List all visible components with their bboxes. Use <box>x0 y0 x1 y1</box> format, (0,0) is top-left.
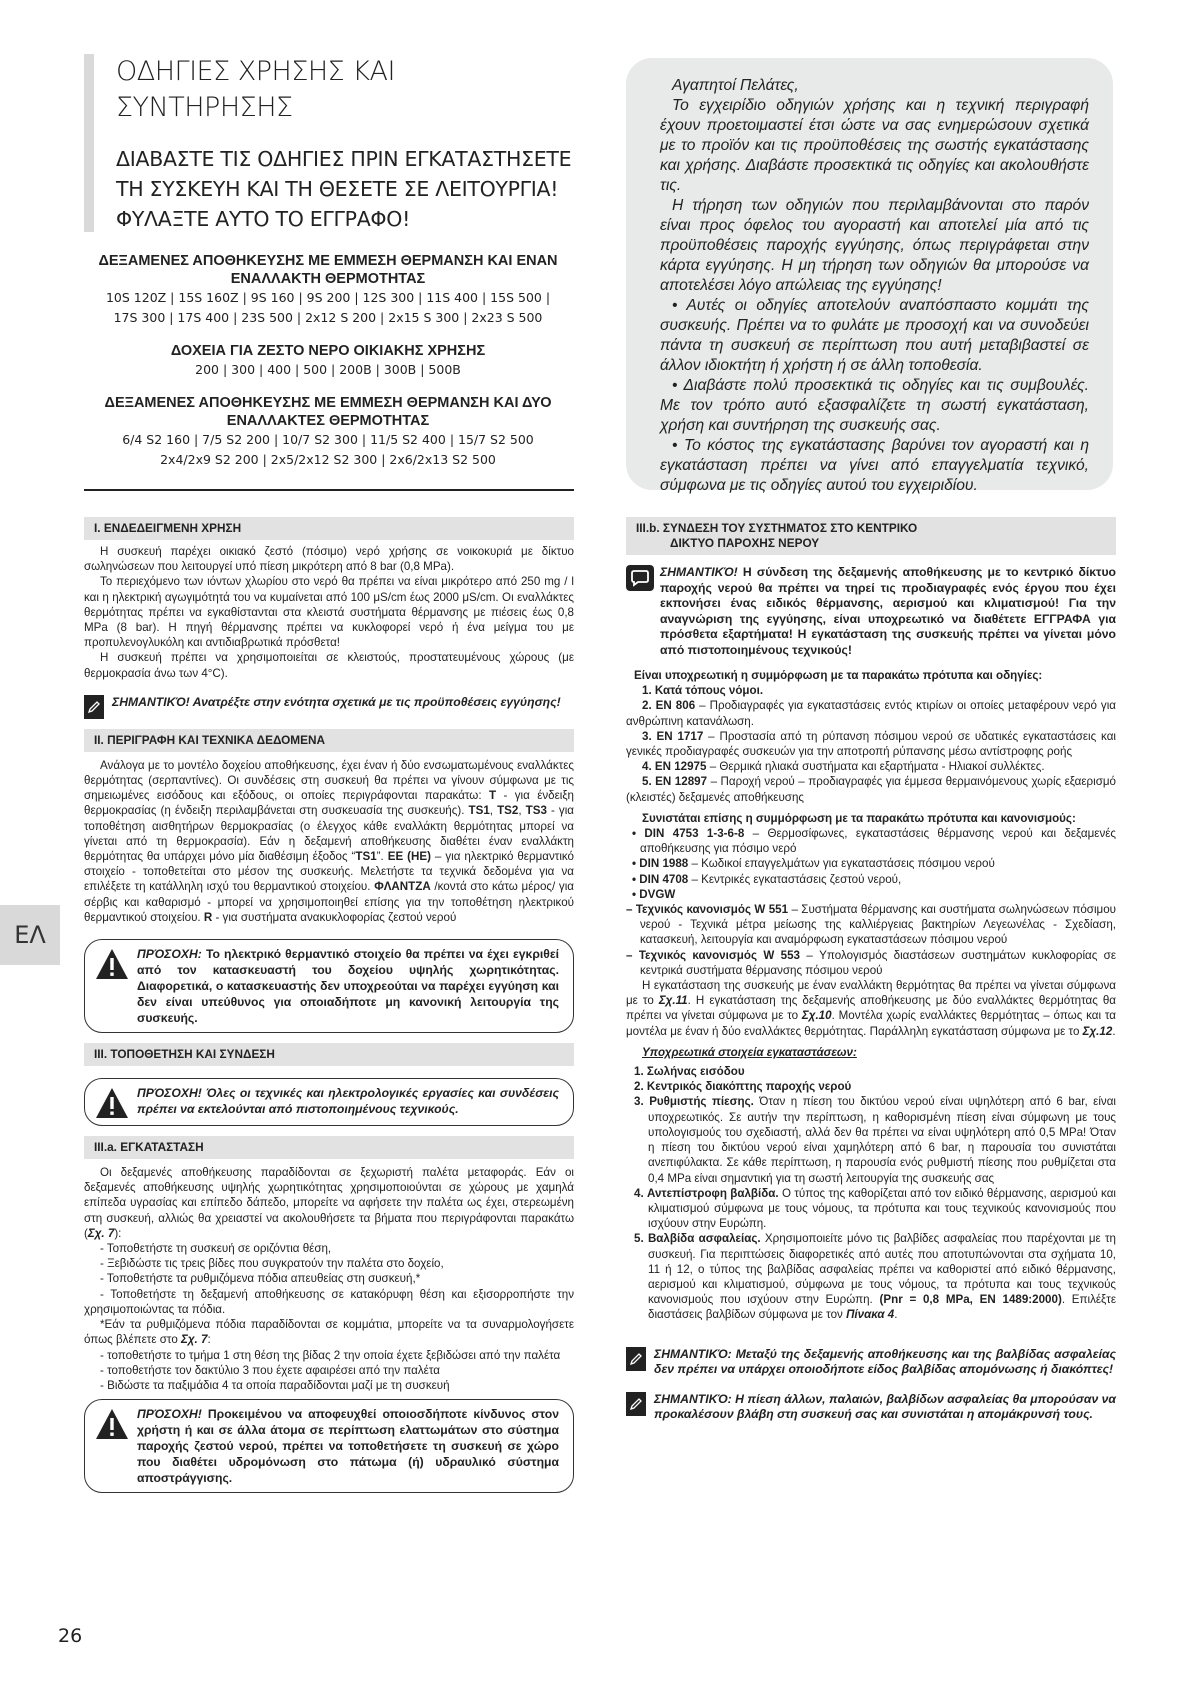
left-column <box>84 517 574 1503</box>
valve-spec: (Pnr = 0,8 MPa, EN 1489:2000) <box>879 1293 1062 1307</box>
standard-desc: – Κωδικοί επαγγελμάτων για εγκαταστάσεις πόσιμου νερού <box>688 857 995 871</box>
text: ”. <box>376 850 388 864</box>
paragraph: Η συσκευή πρέπει να χρησιμοποιείται σε κλειστούς, προστατευμένους χώρους (με θερμοκρασία άνω των 4°C). <box>84 651 574 680</box>
intro-paragraph: Η τήρηση των οδηγιών που περιλαμβάνονται στο παρόν είναι προς όφελος του αγοραστή και αποτελεί μία από τις προϋποθέσεις παροχής εγγύησης, όπως περιγράφεται στην κάρτα εγγύησης. Η μη τήρηση των οδηγιών θα μπορούσε να αποτελέσει λόγο απώλειας της εγγύησης! <box>660 197 1089 294</box>
document-title-line2: ΣΥΝΤΗΡΗΣΗΣ <box>116 92 293 123</box>
item-number: 2. <box>634 1080 644 1094</box>
standard-item <box>626 698 1116 728</box>
recommended-item <box>626 826 1116 856</box>
intro-paragraph: • Το κόστος της εγκατάστασης βαρύνει τον αγοραστή και η εγκατάσταση πρέπει να γίνει από επαγγελματία τεχνικό, σύμφωνα με τις οδηγίες αυτού του εγχειριδίου. <box>660 437 1089 494</box>
standard-item <box>626 683 1116 698</box>
warning-text: ΠΡΌΣΟΧΗ! Όλες οι τεχνικές και ηλεκτρολογικές εργασίες και συνδέσεις πρέπει να εκτελούνται από πιστοποιημένους τεχνικούς. <box>137 1086 559 1117</box>
right-column <box>626 517 1116 1433</box>
paragraph: Το περιεχόμενο των ιόντων χλωρίου στο νερό θα πρέπει να είναι μικρότερο από 250 mg / l και η ηλεκτρική αγωγιμότητά του να κυμαίνεται από 100 μS/cm έως 2000 μS/cm. Οι εναλλάκτες θερμότητας πρέπει να εγκαθίστανται στα κλειστά συστήματα θέρμανσης με πιέσεις έως 0,8 MPa (8 bar). Η πηγή θέρμανσης πρέπει να κυκλοφορεί νερό ή ένα μείγμα του με προπυλενογλυκόλη και αντιδιαβρωτικά πρόσθετα! <box>84 575 574 650</box>
step: - Τοποθετήστε τα ρυθμιζόμενα πόδια απευθείας στη συσκευή,* <box>100 1272 421 1286</box>
standard-code: • DIN 4753 1-3-6-8 <box>632 827 745 841</box>
standard-desc: – Προδιαγραφές για εγκαταστάσεις εντός κτιρίων οι οποίες μεταφέρουν νερό για ανθρώπινη κατανάλωση. <box>626 699 1116 728</box>
document-title-line1: ΟΔΗΓΙΕΣ ΧΡΗΣΗΣ ΚΑΙ <box>116 56 395 87</box>
intro-greeting: Αγαπητοί Πελάτες, <box>672 77 799 94</box>
model-group <box>78 342 578 380</box>
item-label: Αντεπίστροφη βαλβίδα. <box>647 1186 779 1200</box>
warning-box <box>84 1399 574 1493</box>
item-number: 4. <box>634 1186 644 1200</box>
important-note-text: ΣΗΜΑΝΤΙΚΌ! Ανατρέξτε στην ενότητα σχετικά με τις προϋποθέσεις εγγύησης! <box>112 694 561 709</box>
item-number: 3. <box>634 1095 644 1109</box>
paragraph-description: Ανάλογα με το μοντέλο δοχείου αποθήκευσης, έχει έναν ή δύο ενσωματωμένους εναλλάκτες θερμότητας (σερπαντίνες). Οι συνδέσεις στη συσκευή θα πρέπει να γίνουν σύμφωνα με τις σημειωμένες εισόδους και εξόδους, οι οποίες περιγράφονται παρακάτω: T - για ένδειξη θερμοκρασίας (η ένδειξη περιλαμβάνεται στη συσκευασία της συσκευής). TS1, TS2, TS3 - για τοποθέτηση αισθητήρων θερμοκρασίας (ο έλεγχος κάθε εναλλάκτη θερμότητας μπορεί να γίνεται από τη θερμοκρασία). Εάν η δεξαμενή αποθήκευσης διαθέτει έναν εναλλάκτη θερμότητας θα υπάρχει μόνο μία διαθέσιμη έξοδος “TS1”. EE (HE) – για ηλεκτρικό θερμαντικό στοιχείο - τοποθετείται στο μέσον της συσκευής. Μελετήστε τα τεχνικά δεδομένα για να επιλέξετε τη κατάλληλη ισχύ του θερμαντικού στοιχείου. ΦΛΑΝΤΖΑ /κοντά στο κάτω μέρος/ για σέρβις και καθαρισμό - μπορεί να χρησιμοποιηθεί επίσης για την τοποθέτηση ηλεκτρικού θερμαντικού στοιχείου. R - για συστήματα ανακυκλοφορίας ζεστού νερού <box>84 758 575 924</box>
text: *Εάν τα ρυθμιζόμενα πόδια παραδίδονται σε κομμάτια, μπορείτε να τα συναρμολογήσετε όπως βλέπετε στο <box>84 1318 574 1347</box>
pencil-icon <box>626 1392 646 1416</box>
item-desc: Ο τύπος της καθορίζεται από τον ειδικό θέρμανσης, αερισμού και κλιματισμού σύμφωνα με τους νόμους, τα πρότυπα και τους τεχνικούς κανονισμούς που ισχύουν στην Ευρώπη. <box>648 1186 1116 1231</box>
language-tab: ΕΛ <box>0 905 60 965</box>
standard-code: • DIN 4708 <box>632 872 689 886</box>
speech-bubble-icon <box>626 565 654 591</box>
standard-desc: – Προστασία από τη ρύπανση πόσιμου νερού σε υδατικές εγκαταστάσεις και γενικές προδιαγραφές συσκευών για την αποτροπή ρύπανσης μέσω αντίστροφης ροής <box>626 729 1116 759</box>
section-heading-installation-connection: III. ΤΟΠΟΘΕΤΗΣΗ ΚΑΙ ΣΥΝΔΕΣΗ <box>84 1043 574 1066</box>
required-item <box>626 1186 1116 1232</box>
model-group-title: ΔΟΧΕΙΑ ΓΙΑ ΖΕΣΤΟ ΝΕΡΟ ΟΙΚΙΑΚΗΣ ΧΡΗΣΗΣ <box>170 343 486 359</box>
standard-code: 2. EN 806 <box>642 699 696 713</box>
substep: - τοποθετήστε τον δακτύλιο 3 που έχετε αφαιρέσει από την παλέτα <box>100 1363 440 1377</box>
model-group-items: 6/4 S2 160 | 7/5 S2 200 | 10/7 S2 300 | 11/5 S2 400 | 15/7 S2 500 <box>122 432 534 447</box>
important-note-text: ΣΗΜΑΝΤΙΚΌ: Μεταξύ της δεξαμενής αποθήκευσης και της βαλβίδας ασφαλείας δεν πρέπει να υπάρχει οποιοδήποτε είδος βαλβίδας απομόνωσης ή διακόπτες! <box>654 1346 1116 1377</box>
item-desc: Χρησιμοποιείτε μόνο τις βαλβίδες ασφαλείας που παρέχονται με τη συσκευή. Για περιπτώσεις διαφορετικές από αυτές που αποτυπώνονται στα σχήματα 10, 11 ή 12, ο τύπος της βαλβίδας ασφαλείας πρέπει να καθοριστεί από ειδικό θέρμανσης, αερισμού και κλιματισμού, σύμφωνα με τους νόμους, τα πρότυπα και τους τεχνικούς κανονισμούς που ισχύουν στην Ευρώπη. <box>648 1232 1116 1307</box>
text: - για τοποθέτηση αισθητήρων θερμοκρασίας (ο έλεγχος κάθε εναλλάκτη θερμότητας μπορεί να γίνεται από τη θερμοκρασία). Εάν η δεξαμενή αποθήκευσης διαθέτει έναν εναλλάκτη θερμότητας θα υπάρχει μόνο μία διαθέσιμη έξοδος “ <box>84 804 574 864</box>
warning-box <box>84 939 574 1033</box>
model-group <box>78 394 578 470</box>
warning-text <box>137 1406 559 1486</box>
required-item <box>626 1079 1116 1094</box>
figure-ref: Σχ.11 <box>658 994 688 1008</box>
warning-lead: ΠΡΌΣΟΧΗ! <box>137 1407 202 1422</box>
text: . Επιλέξτε διαστάσεις βαλβίδων σύμφωνα με τον <box>648 1293 1116 1322</box>
model-list <box>78 252 578 484</box>
step: - Τοποθετήστε τη συσκευή σε οριζόντια θέση, <box>100 1242 332 1256</box>
step: - Ξεβιδώστε τις τρεις βίδες που συγκρατούν την παλέτα στο δοχείο, <box>100 1257 444 1271</box>
model-group-items: 200 | 300 | 400 | 500 | 200B | 300B | 500B <box>195 362 461 377</box>
item-label: Ρυθμιστής πίεσης. <box>649 1095 754 1109</box>
important-note-text <box>660 565 1116 658</box>
pencil-icon <box>84 695 104 719</box>
text: . Μοντέλα χωρίς εναλλάκτες θερμότητας – όπως και τα μοντέλα με έναν ή δύο εναλλάκτες θερμότητας. Παράλληλη εγκατάσταση σύμφωνα με το <box>626 1009 1116 1038</box>
standard-code: – Τεχνικός κανονισμός W 553 <box>626 948 800 962</box>
standard-desc: – Θερμοσίφωνες, εγκαταστάσεις θέρμανσης νερού και δεξαμενές αποθήκευσης για πόσιμο νερό <box>640 827 1117 856</box>
warning-icon <box>95 1408 129 1440</box>
required-item <box>626 1094 1116 1185</box>
label-flange: ΦΛΑΝΤΖΑ <box>374 880 431 894</box>
installation-paragraph <box>626 978 1116 1039</box>
text: Οι δεξαμενές αποθήκευσης παραδίδονται σε ξεχωριστή παλέτα μεταφοράς. Εάν οι δεξαμενές αποθήκευσης υψηλής χωρητικότητας χρησιμοποιούνται σε χώρους με χαμηλά επίπεδα υγρασίας και επίπεδο δάπεδο, μπορείτε να αφήσετε την παλέτα ως έχει, στερεωμένη στη συσκευή, αλλιώς θα χρειαστεί να ακολουθήσετε τα βήματα που περιγράφονται παρακάτω ( <box>84 1166 574 1240</box>
standard-desc: – Υπολογισμός διαστάσεων συστημάτων κυκλοφορίας σε κεντρικά συστήματα θέρμανσης πόσιμου νερού <box>640 948 1117 977</box>
label-EE: EE (HE) <box>387 850 431 864</box>
model-group-title: ΕΝΑΛΛΑΚΤΗ ΘΕΡΜΟΤΗΤΑΣ <box>230 271 426 287</box>
text: – για ηλεκτρικό θερμαντικό στοιχείο - τοποθετείται στο μέσον της συσκευής. Μελετήστε τα τεχνικά δεδομένα για να επιλέξετε τη κατάλληλη ισχύ του θερμαντικού στοιχείου. <box>84 850 575 894</box>
text: - για συστήματα ανακυκλοφορίας ζεστού νερού <box>212 910 457 924</box>
standard-desc: – Θερμικά ηλιακά συστήματα και εξαρτήματα - Ηλιακοί συλλέκτες. <box>706 760 1045 774</box>
mandatory-standards-intro: Είναι υποχρεωτική η συμμόρφωση με τα παρακάτω πρότυπα και οδηγίες: <box>634 669 1043 682</box>
paragraph: Η συσκευή παρέχει οικιακό ζεστό (πόσιμο) νερό χρήσης σε νοικοκυριά με δίκτυο σωληνώσεων που λειτουργεί υπό πίεση μικρότερη από 8 bar (0,8 MPa). <box>84 545 574 574</box>
section-heading-description: II. ΠΕΡΙΓΡΑΦΗ ΚΑΙ ΤΕΧΝΙΚΑ ΔΕΔΟΜΕΝΑ <box>84 729 574 752</box>
table-ref: Πίνακα 4 <box>846 1308 895 1322</box>
label-R: R <box>203 910 213 924</box>
model-group-items: 2x4/2x9 S2 200 | 2x5/2x12 S2 300 | 2x6/2x13 S2 500 <box>160 452 496 467</box>
model-group-items: 17S 300 | 17S 400 | 23S 500 | 2x12 S 200 | 2x15 S 300 | 2x23 S 500 <box>113 310 543 325</box>
important-note-text: ΣΗΜΑΝΤΙΚΌ: Η πίεση άλλων, παλαιών, βαλβίδων ασφαλείας θα μπορούσαν να προκαλέσουν βλάβη στη συσκευή σας και συνιστάται η απομάκρυνσή τους. <box>654 1391 1116 1422</box>
document-subtitle-line2: ΤΗ ΣΥΣΚΕΥΗ ΚΑΙ ΤΗ ΘΕΣΕΤΕ ΣΕ ΛΕΙΤΟΥΡΓΙΑ! <box>116 177 559 201</box>
required-elements-title <box>626 1045 1116 1060</box>
recommended-item <box>626 856 1116 871</box>
standard-code: 3. EN 1717 <box>642 729 704 743</box>
text: ): <box>114 1226 122 1240</box>
customer-intro-box <box>626 58 1113 494</box>
step: - Τοποθετήστε τη δεξαμενή αποθήκευσης σε κατακόρυφη θέση και εξισορροπήστε την χρησιμοποιώντας τα πόδια. <box>84 1287 574 1316</box>
important-note <box>626 1392 1116 1423</box>
model-group-title: ΕΝΑΛΛΑΚΤΕΣ ΘΕΡΜΟΤΗΤΑΣ <box>226 413 430 429</box>
text: Προκειμένου να αποφευχθεί οποιοσδήποτε κίνδυνος στον χρήστη ή και σε άλλα άτομα σε περίπτωση ελαττωμάτων στο σύστημα παροχής ζεστού νερού, πρέπει να τοποθετήσετε τη συσκευή σε χώρο που διαθέτει υδρομόνωση στο πάτωμα (ή) υδραυλικό σύστημα αποστράγγισης. <box>137 1407 559 1486</box>
warning-icon <box>95 948 129 980</box>
important-note <box>84 695 574 719</box>
paragraph <box>84 1165 574 1241</box>
warning-box <box>84 1078 574 1126</box>
warning-icon <box>95 1087 129 1119</box>
recommended-item <box>626 948 1116 978</box>
header-divider <box>84 489 574 491</box>
paragraph <box>84 1317 574 1347</box>
label-TS1: TS1 <box>468 804 490 818</box>
heading-line: III.b. ΣΥΝΔΕΣΗ ΤΟΥ ΣΥΣΤΗΜΑΤΟΣ ΣΤΟ ΚΕΝΤΡΙΚΟ <box>636 521 918 535</box>
text: Η σύνδεση της δεξαμενής αποθήκευσης με το κεντρικό δίκτυο παροχής νερού θα πρέπει να τηρεί τις προδιαγραφές ενός έργου που έχει εκπονήσει ένας ειδικός θέρμανσης, αερισμού και κλιματισμού! Για την αναγνώριση της εγγύησης, είναι υποχρεωτικό να διαθέτετε ΕΓΓΡΑΦΑ για πρόσθετα εξαρτήματα! Η εγκατάσταση της συσκευής πρέπει να γίνεται μόνο από πιστοποιημένους τεχνικούς! <box>660 565 1116 657</box>
recommended-item <box>626 872 1116 887</box>
label-TS2: TS2 <box>497 804 519 818</box>
standard-code: 5. EN 12897 <box>642 775 708 789</box>
standard-item <box>626 774 1116 804</box>
model-group-items: 10S 120Z | 15S 160Z | 9S 160 | 9S 200 | 12S 300 | 11S 400 | 15S 500 | <box>105 290 551 305</box>
pencil-icon <box>626 1347 646 1371</box>
model-group <box>78 252 578 328</box>
required-title: Υποχρεωτικά στοιχεία εγκαταστάσεων: <box>642 1045 857 1059</box>
standard-code: • DIN 1988 <box>632 857 689 871</box>
standard-item <box>626 729 1116 759</box>
figure-ref: Σχ.12 <box>1082 1024 1113 1038</box>
intro-paragraph: Το εγχειρίδιο οδηγιών χρήσης και η τεχνική περιγραφή έχουν προετοιμαστεί έτσι ώστε να σας ενημερώσουν σχετικά με το προϊόν και τις προϋποθέσεις της σωστής εγκατάστασης και χρήσης. Διαβάστε προσεκτικά τις οδηγίες και ακολουθήστε τις. <box>660 97 1089 194</box>
standard-item <box>626 759 1116 774</box>
substep: - τοποθετήστε το τμήμα 1 στη θέση της βίδας 2 την οποία έχετε ξεβιδώσει από την παλέτα <box>100 1348 561 1362</box>
recommended-item <box>626 902 1116 948</box>
item-label: Κεντρικός διακόπτης παροχής νερού <box>646 1080 852 1094</box>
important-lead: ΣΗΜΑΝΤΙΚΌ! <box>660 565 738 579</box>
model-group-title: ΔΕΞΑΜΕΝΕΣ ΑΠΟΘΗΚΕΥΣΗΣ ΜΕ ΕΜΜΕΣΗ ΘΕΡΜΑΝΣΗ ΚΑΙ ΕΝΑΝ <box>98 253 558 269</box>
text: : <box>207 1333 211 1347</box>
standard-code: 4. EN 12975 <box>642 760 707 774</box>
item-label: Σωλήνας εισόδου <box>646 1065 745 1079</box>
important-note <box>626 565 1116 658</box>
page-number: 26 <box>58 1625 83 1647</box>
warning-text <box>137 946 559 1026</box>
recommended-standards-intro: Συνιστάται επίσης η συμμόρφωση με τα παρακάτω πρότυπα και κανονισμούς: <box>642 811 1076 825</box>
standard-code: – Τεχνικός κανονισμός W 551 <box>626 903 789 917</box>
text: . Η εγκατάσταση της δεξαμενής αποθήκευσης με δύο εναλλάκτες θερμότητας θα πρέπει να γίνεται σύμφωνα με το <box>626 994 1117 1023</box>
document-subtitle-line3: ΦΥΛΑΞΤΕ ΑΥΤΟ ΤΟ ΕΓΓΡΑΦΟ! <box>116 207 411 231</box>
substep: - Βιδώστε τα παξιμάδια 4 τα οποία παραδίδονται μαζί με τη συσκευή <box>100 1378 450 1392</box>
standard-desc: – Παροχή νερού – προδιαγραφές για έμμεσα θερμαινόμενους χωρίς εξαερισμό (κλειστές) δεξαμενές αποθήκευσης <box>626 775 1116 804</box>
item-label: Βαλβίδα ασφαλείας. <box>647 1232 761 1246</box>
text: Ανάλογα με το μοντέλο δοχείου αποθήκευσης, έχει έναν ή δύο ενσωματωμένους εναλλάκτες θερμότητας (σερπαντίνες). Οι συνδέσεις στη συσκευή θα πρέπει να γίνουν σύμφωνα με τις σημειωμένες εισόδους και εξόδους, οι οποίες περιγράφονται παρακάτω: <box>84 758 574 803</box>
figure-ref: Σχ. 7 <box>87 1226 115 1240</box>
required-item <box>626 1064 1116 1079</box>
intro-paragraph: • Διαβάστε πολύ προσεκτικά τις οδηγίες και τις συμβουλές. Με τον τρόπο αυτό εξασφαλίζετε τη σωστή εγκατάσταση, χρήση και συντήρηση της συσκευής σας. <box>660 377 1089 434</box>
label-T: T <box>488 789 497 803</box>
important-note <box>626 1347 1116 1378</box>
label-TS1: TS1 <box>355 850 377 864</box>
section-heading-installation: III.a. ΕΓΚΑΤΑΣΤΑΣΗ <box>84 1136 574 1159</box>
item-desc: Όταν η πίεση του δικτύου νερού είναι υψηλότερη από 6 bar, είναι υποχρεωτικός. Σε αυτήν την περίπτωση, η καθορισμένη πίεση είναι σύμφωνη με τους υπολογισμούς του σχεδιαστή, αλλά δεν θα πρέπει να είναι υψηλότερη από 0,5 MPa! Όταν η πίεση του δικτύου νερού είναι χαμηλότερη από 6 bar, η παρουσία του συνιστάται ανεπιφύλακτα. Σε κάθε περίπτωση, η παρουσία ενός ρυθμιστή πίεσης που ρυθμίζεται στα 0,4 MPa είναι σημαντική για τη σωστή λειτουργία της συσκευής σας <box>648 1095 1116 1185</box>
item-number: 1. <box>634 1065 644 1079</box>
standard-code: • DVGW <box>632 887 676 901</box>
figure-ref: Σχ. 7 <box>181 1333 208 1347</box>
required-item <box>626 1231 1116 1322</box>
text: Το ηλεκτρικό θερμαντικό στοιχείο θα πρέπει να έχει εγκριθεί από τον κατασκευαστή του δοχείου υψηλής χωρητικότητας. Διαφορετικά, ο κατασκευαστής δεν υποχρεούται να παρέχει εγγύηση και δεν είναι υπεύθυνος για οποιαδήποτε μη κανονική λειτουργία της συσκευής. <box>137 947 559 1026</box>
intro-paragraph: • Αυτές οι οδηγίες αποτελούν αναπόσπαστο κομμάτι της συσκευής. Πρέπει να το φυλάτε με προσοχή και να συνοδεύει πάντα τη συσκευή σε περίπτωση που αυτή μεταβιβαστεί σε άλλον ιδιοκτήτη ή χρήστη ή σε άλλη τοποθεσία. <box>660 297 1089 374</box>
section-heading-intended-use: I. ΕΝΔΕΔΕΙΓΜΕΝΗ ΧΡΗΣΗ <box>84 517 574 540</box>
model-group-title: ΔΕΞΑΜΕΝΕΣ ΑΠΟΘΗΚΕΥΣΗΣ ΜΕ ΕΜΜΕΣΗ ΘΕΡΜΑΝΣΗ ΚΑΙ ΔΥΟ <box>104 395 552 411</box>
text: . <box>894 1308 898 1322</box>
text: . <box>1112 1024 1116 1038</box>
label-TS3: TS3 <box>525 804 547 818</box>
standard-desc: – Συστήματα θέρμανσης και συστήματα σωληνώσεων πόσιμου νερού - Τεχνικά μέτρα μείωσης της καλλιέργειας βακτηρίων Λεγεωνέλας - Σχεδίαση, κατασκευή, λειτουργία και αναμόρφωση εγκαταστάσεων πόσιμου νερού <box>640 903 1116 947</box>
text: /κοντά στο κάτω μέρος/ για σέρβις και καθαρισμό - μπορεί να χρησιμοποιηθεί επίσης για την τοποθέτηση ηλεκτρικού θερμαντικού στοιχείου. <box>84 880 574 924</box>
document-subtitle-line1: ΔΙΑΒΑΣΤΕ ΤΙΣ ΟΔΗΓΙΕΣ ΠΡΙΝ ΕΓΚΑΤΑΣΤΗΣΕΤΕ <box>116 147 572 171</box>
standard-code: 1. Κατά τόπους νόμοι. <box>642 684 764 698</box>
heading-line: ΔΙΚΤΥΟ ΠΑΡΟΧΗΣ ΝΕΡΟΥ <box>670 536 820 550</box>
warning-lead: ΠΡΌΣΟΧΗ: <box>137 947 202 962</box>
document-title-block <box>84 54 574 232</box>
text: Η εγκατάσταση της συσκευής με έναν εναλλάκτη θερμότητας θα πρέπει να γίνεται σύμφωνα με το <box>626 979 1116 1008</box>
text: - για ένδειξη θερμοκρασίας (η ένδειξη περιλαμβάνεται στη συσκευασία της συσκευής). <box>84 789 574 818</box>
figure-ref: Σχ.10 <box>801 1009 832 1023</box>
recommended-item <box>626 887 1116 902</box>
standard-desc: – Κεντρικές εγκαταστάσεις ζεστού νερού, <box>688 872 902 886</box>
section-heading-network-connection <box>626 517 1116 555</box>
item-number: 5. <box>634 1232 644 1246</box>
